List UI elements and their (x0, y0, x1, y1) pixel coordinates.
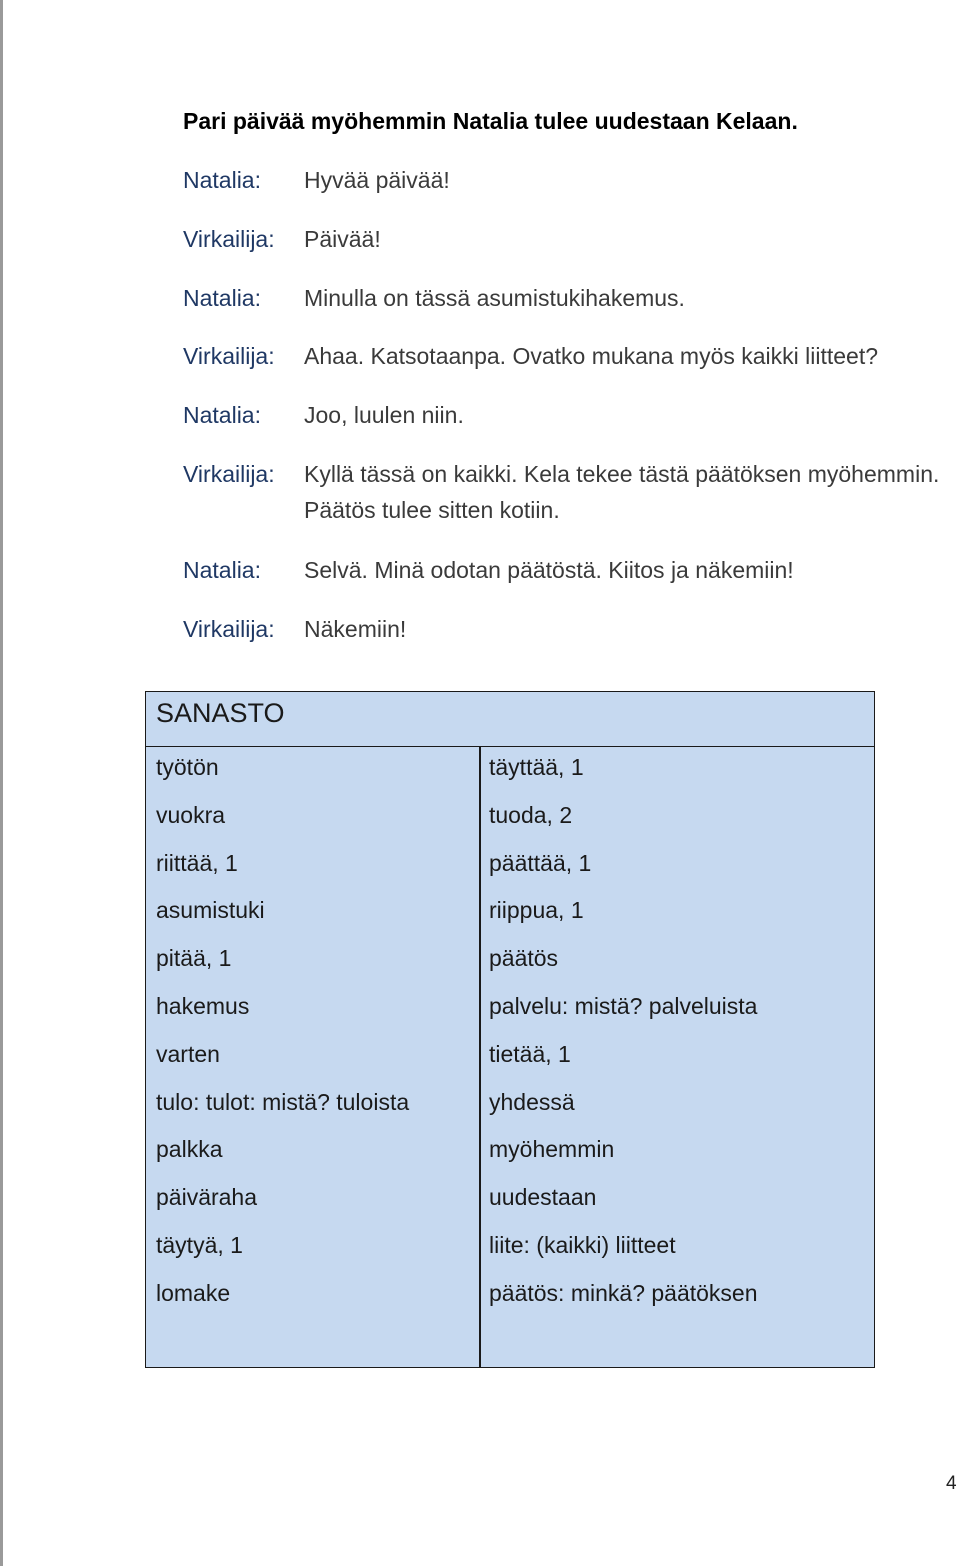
vocabulary-item: myöhemmin (489, 1136, 615, 1163)
vocabulary-box (145, 691, 875, 1368)
utterance: Joo, luulen niin. (304, 402, 464, 428)
vocabulary-item: päätös (489, 945, 559, 972)
dialog-line (183, 280, 954, 316)
vocabulary-item: täytyä, 1 (156, 1231, 243, 1258)
vocabulary-item: täyttää, 1 (489, 754, 584, 780)
page-number: 4 (946, 1473, 957, 1494)
vocabulary-item: palkka (156, 1136, 223, 1163)
vocabulary-item: pitää, 1 (156, 945, 232, 972)
dialog-line (183, 338, 954, 374)
utterance: Päivää! (304, 226, 381, 252)
dialog-line (183, 162, 954, 198)
vocabulary-item: tietää, 1 (489, 1040, 571, 1067)
dialog-line (183, 456, 954, 528)
speaker-name: Natalia: (183, 402, 261, 428)
vocabulary-item: työtön (156, 754, 219, 780)
vocabulary-item: liite: (kaikki) liitteet (489, 1231, 676, 1258)
vocabulary-left-column (156, 744, 409, 1318)
utterance: Näkemiin! (304, 616, 407, 642)
vocabulary-item: varten (156, 1040, 220, 1067)
vocabulary-item: päätös: minkä? päätöksen (489, 1279, 758, 1306)
vocabulary-item: hakemus (156, 992, 250, 1019)
vocabulary-title: SANASTO (146, 692, 874, 747)
utterance: Minulla on tässä asumistukihakemus. (304, 285, 685, 311)
vocabulary-item: riippua, 1 (489, 897, 584, 924)
dialog-line (183, 611, 954, 647)
vocabulary-item: päiväraha (156, 1184, 258, 1211)
page-edge (0, 0, 3, 1566)
vocabulary-item: uudestaan (489, 1184, 597, 1211)
speaker-name: Natalia: (183, 167, 261, 193)
vocabulary-item: tulo: tulot: mistä? tuloista (156, 1088, 410, 1115)
utterance: Selvä. Minä odotan päätöstä. Kiitos ja näkemiin! (304, 557, 794, 583)
speaker-name: Virkailija: (183, 461, 275, 487)
vocabulary-item: riittää, 1 (156, 849, 238, 876)
vocabulary-item: päättää, 1 (489, 849, 592, 876)
speaker-name: Virkailija: (183, 343, 275, 369)
utterance: Kyllä tässä on kaikki. Kela tekee tästä päätöksen myöhemmin. Päätös tulee sitten kotiin. (304, 461, 940, 523)
vocabulary-item: lomake (156, 1279, 231, 1306)
dialog-line (183, 552, 954, 588)
vocabulary-item: asumistuki (156, 897, 265, 924)
speaker-name: Virkailija: (183, 226, 275, 252)
speaker-name: Natalia: (183, 285, 261, 311)
dialog-line (183, 221, 954, 257)
utterance: Hyvää päivää! (304, 167, 450, 193)
vocabulary-item: yhdessä (489, 1088, 575, 1115)
scene-heading: Pari päivää myöhemmin Natalia tulee uudestaan Kelaan. (183, 108, 798, 134)
vocabulary-item: palvelu: mistä? palveluista (489, 992, 758, 1019)
vocabulary-item: tuoda, 2 (489, 801, 573, 828)
column-divider (479, 747, 481, 1367)
utterance: Ahaa. Katsotaanpa. Ovatko mukana myös kaikki liitteet? (304, 343, 879, 369)
speaker-name: Natalia: (183, 557, 261, 583)
vocabulary-right-column (489, 744, 758, 1318)
vocabulary-item: vuokra (156, 801, 226, 828)
speaker-name: Virkailija: (183, 616, 275, 642)
dialog-line (183, 397, 954, 433)
